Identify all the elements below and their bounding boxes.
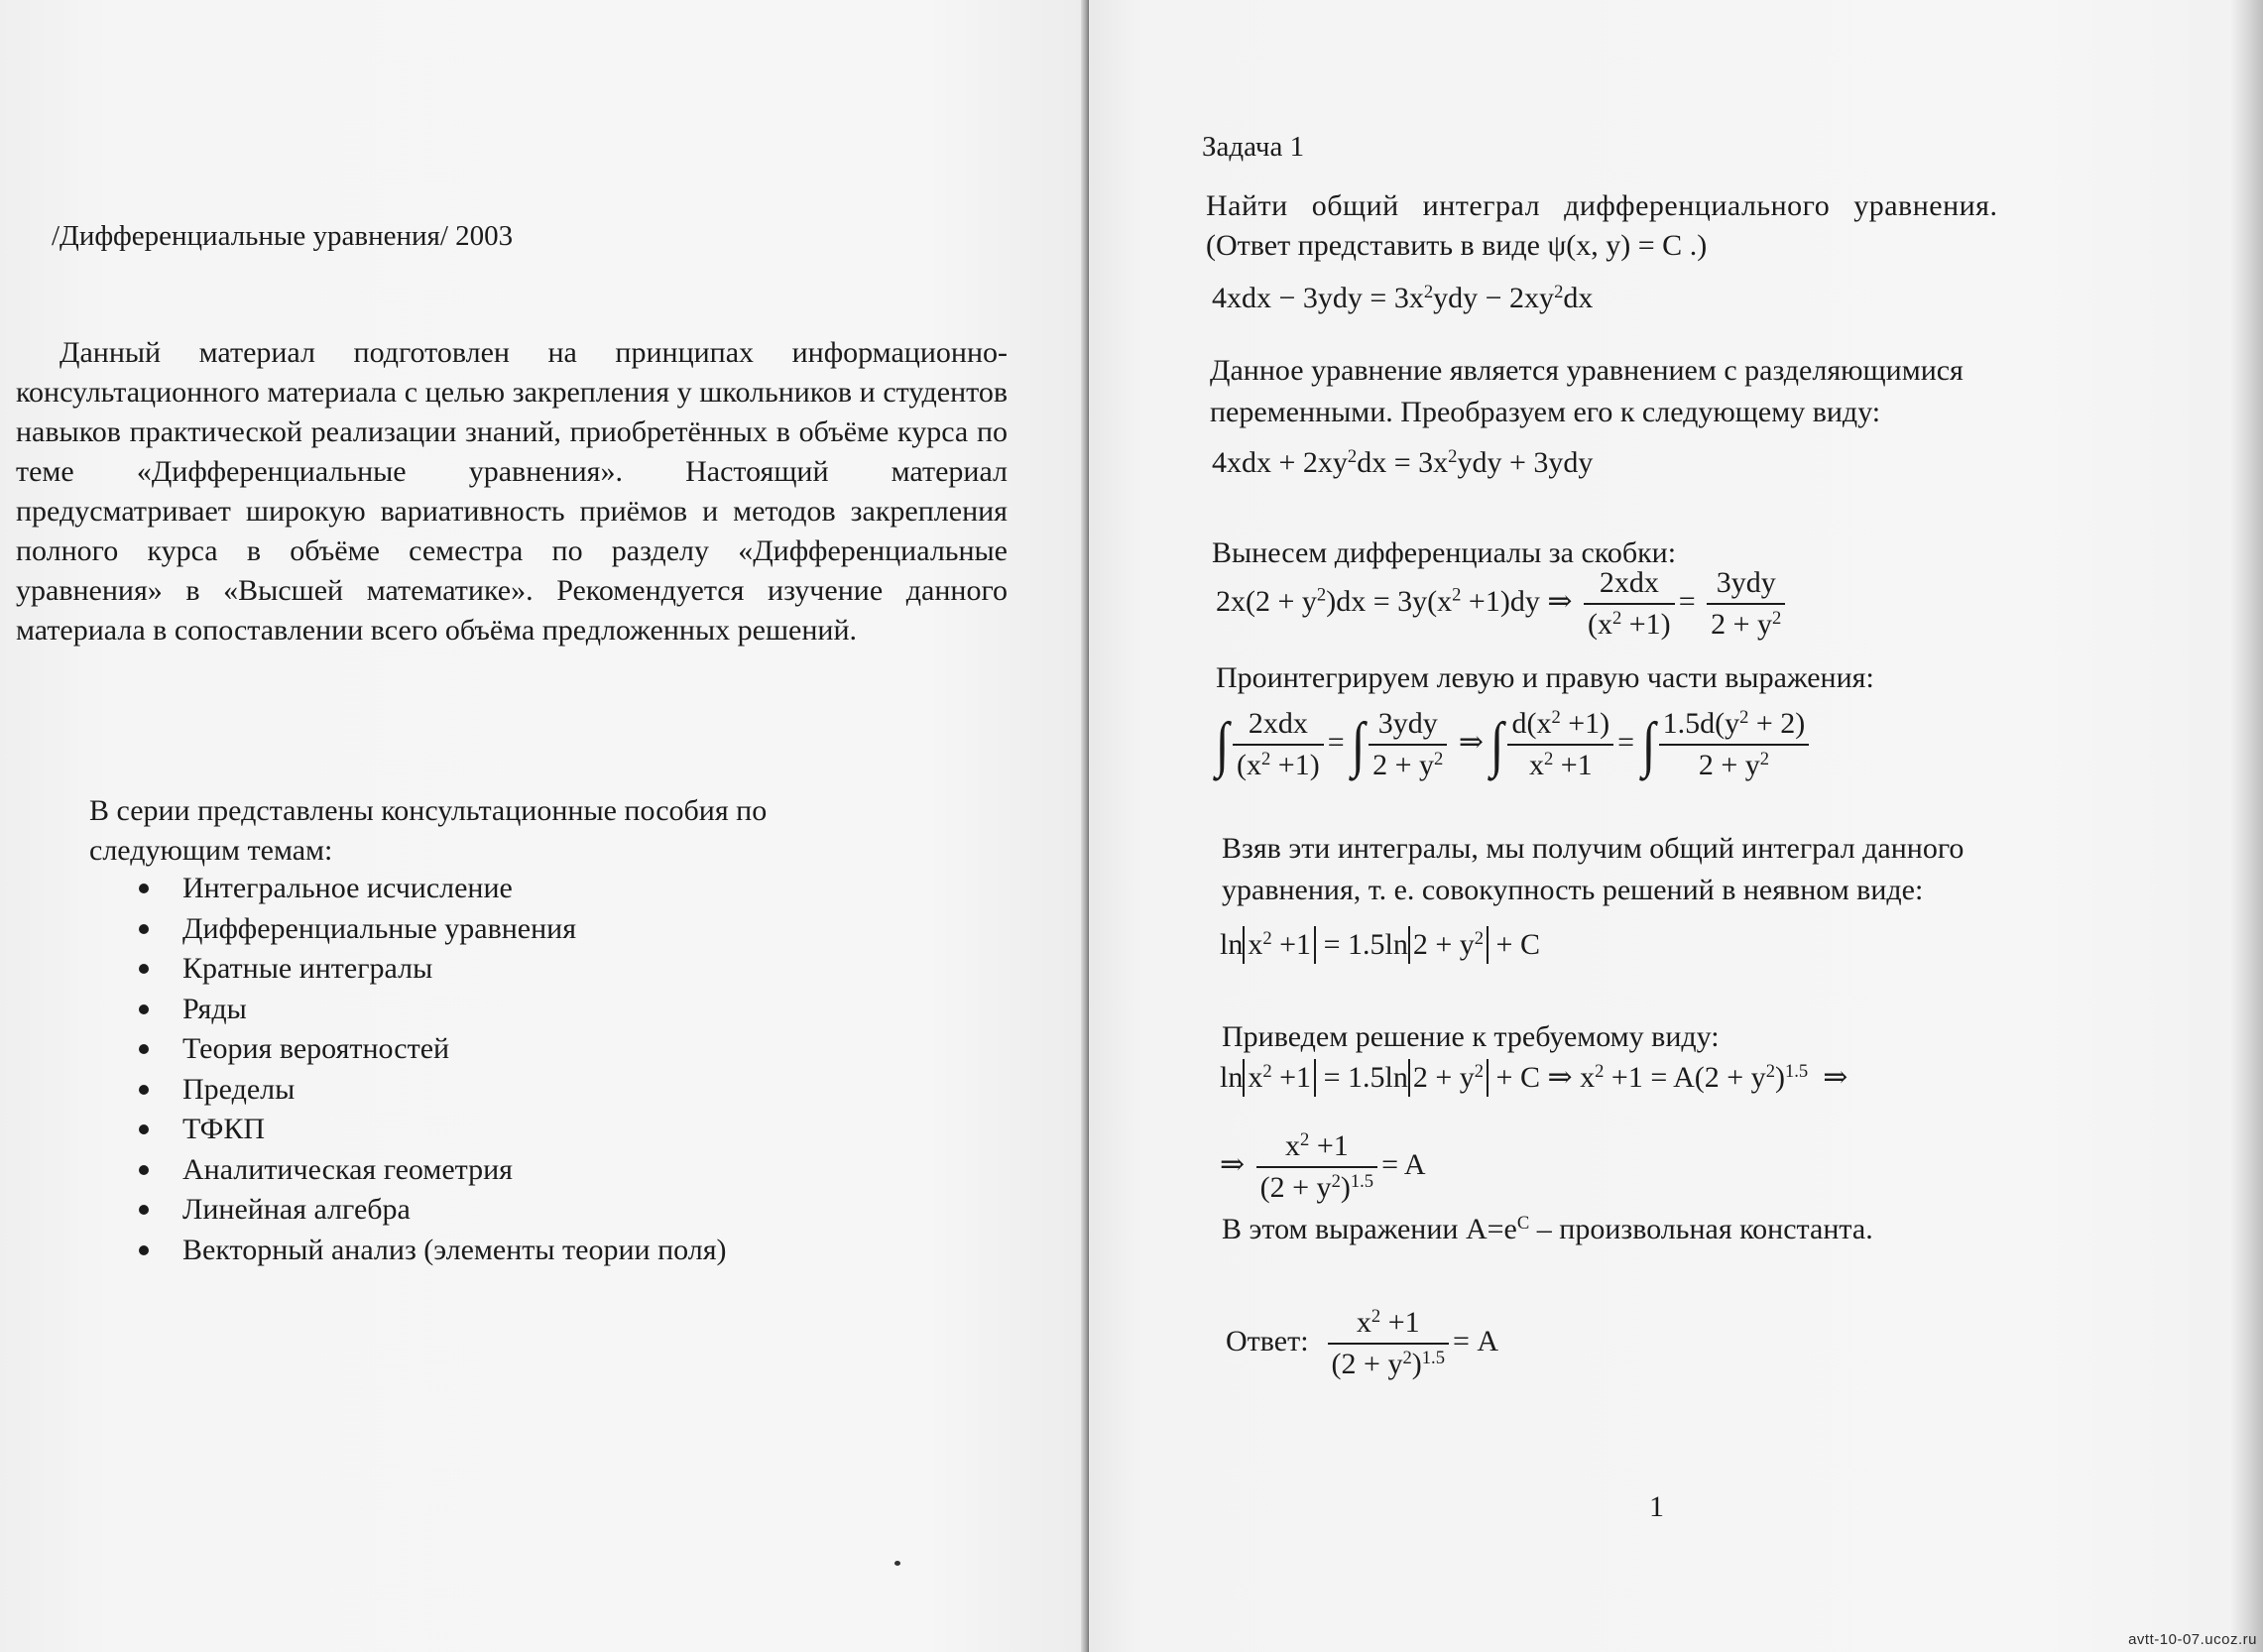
list-item: Ряды bbox=[129, 990, 727, 1030]
bring-text: Приведем решение к требуемому виду: bbox=[1222, 1020, 1720, 1053]
separable-text-line: переменными. Преобразуем его к следующему виду: bbox=[1210, 396, 1881, 428]
transform-equation: $\ln x^2 +1 = 1.5\ln$ $2 + y^2 + C$ ⇒ $x^2 +1 = A(2 + y^2)^{1.5}$ ⇒ bbox=[1220, 1059, 1847, 1097]
separable-text-line: Данное уравнение является уравнением с разделяющимися bbox=[1210, 354, 1964, 387]
list-item: Дифференциальные уравнения bbox=[129, 909, 727, 950]
list-item: Пределы bbox=[129, 1070, 727, 1111]
scan-speck bbox=[894, 1561, 900, 1566]
constant-note: В этом выражении $A=e^C$ – произвольная константа. bbox=[1222, 1212, 1873, 1245]
factored-equation: $2x(2 + y^2)dx = 3y(x^2 +1)dy$ ⇒ $\frac{\text{2xdx}}{(x^2 +1)}$ = $\frac{\text{3ydy}}{2 + y^2}$ bbox=[1216, 565, 1789, 643]
list-item: Аналитическая геометрия bbox=[129, 1150, 727, 1191]
list-item: Теория вероятностей bbox=[129, 1029, 727, 1070]
result-text-line: уравнения, т. е. совокупность решений в неявном виде: bbox=[1222, 874, 1924, 906]
page-number: 1 bbox=[1649, 1490, 1664, 1523]
left-page bbox=[0, 0, 1086, 1652]
list-item: Кратные интегралы bbox=[129, 949, 727, 990]
integrate-text: Проинтегрируем левую и правую части выражения: bbox=[1216, 661, 1874, 694]
list-item: Линейная алгебра bbox=[129, 1190, 727, 1231]
answer-label: Ответ: bbox=[1226, 1324, 1309, 1357]
series-title: /Дифференциальные уравнения/ 2003 bbox=[52, 220, 514, 252]
task-statement-line: (Ответ представить в виде ψ(x, y) = C .) bbox=[1206, 229, 1708, 262]
answer: Ответ: $\frac{x^2 +1}{(2 + y^2)^{1.5}}$ = A bbox=[1226, 1305, 1499, 1380]
site-watermark: avtt-10-07.ucoz.ru bbox=[2128, 1631, 2257, 1648]
given-equation: $4xdx - 3ydy = 3x^2ydy - 2xy^2dx$ bbox=[1212, 281, 1594, 314]
integral-equation: ∫ $\frac{\text{2xdx}}{(x^2 +1)}$ = ∫ $\frac{\text{3ydy}}{2 + y^2}$ ⇒ ∫ $\frac{d(x^2 +1)}{x^2 +1}$ = ∫ $\frac{1.5d(y^2 + 2)}{2 + y^2}$ bbox=[1216, 706, 1813, 783]
intro-paragraph: Данный материал подготовлен на принципах информационно-консультационного материала с целью закрепления у школьников и студентов навыков практической реализации знаний, приобретённых в объёме курса по теме «Дифференциальные уравнения». Настоящий материал предусматривает широкую вариативность приёмов и методов закрепления полного курса в объёме семестра по разделу «Дифференциальные уравнения» в «Высшей математике». Рекомендуется изучение данного материала в сопоставлении всего объёма предложенных решений. bbox=[16, 336, 1008, 647]
general-integral-equation: $\ln x^2 +1 = 1.5\ln$ $2 + y^2 + C$ bbox=[1220, 926, 1540, 964]
factor-text: Вынесем дифференциалы за скобки: bbox=[1212, 536, 1677, 569]
rearranged-equation: $4xdx + 2xy^2dx = 3x^2ydy + 3ydy$ bbox=[1212, 445, 1594, 479]
topics-intro: В серии представлены консультационные пособия по следующим темам: bbox=[89, 794, 768, 867]
transform-equation: ⇒ $\frac{x^2 +1}{(2 + y^2)^{1.5}}$ = A bbox=[1220, 1128, 1426, 1204]
list-item: Векторный анализ (элементы теории поля) bbox=[129, 1231, 727, 1271]
list-item: Интегральное исчисление bbox=[129, 869, 727, 909]
result-text-line: Взяв эти интегралы, мы получим общий интеграл данного bbox=[1222, 832, 1965, 865]
task-title: Задача 1 bbox=[1202, 131, 1305, 163]
topics-list bbox=[129, 869, 727, 1270]
page-edge-shadow bbox=[2229, 0, 2263, 1652]
list-item: ТФКП bbox=[129, 1110, 727, 1150]
task-statement-line: Найти общий интеграл дифференциального уравнения. bbox=[1206, 189, 1998, 222]
